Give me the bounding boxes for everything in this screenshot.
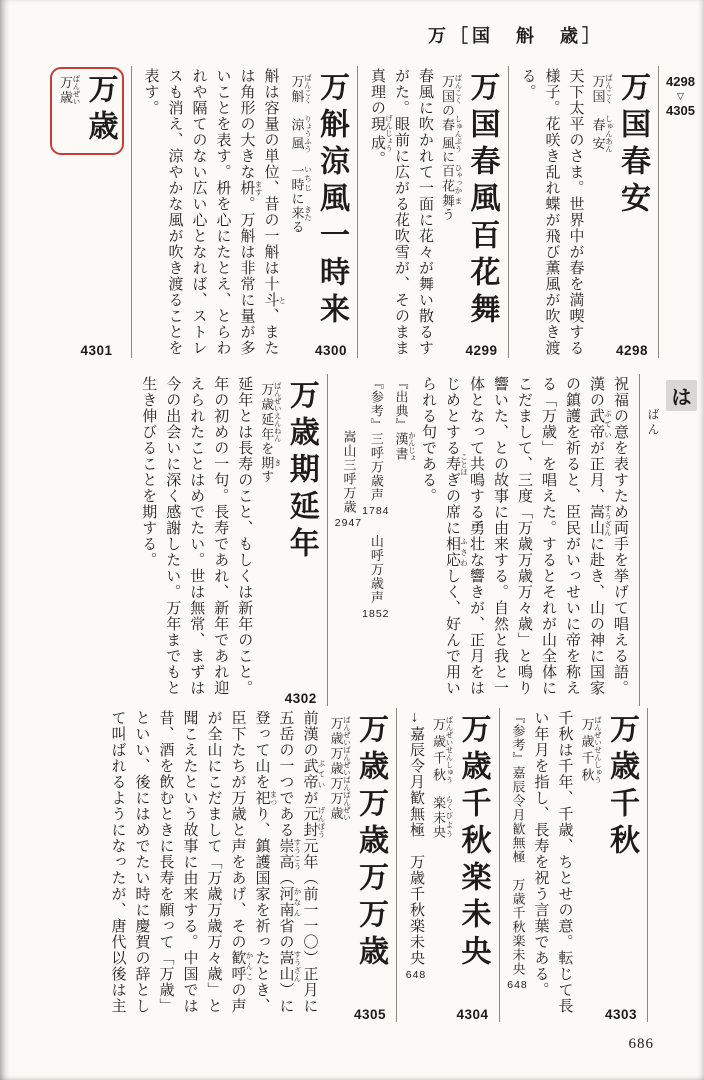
reference-line-2: 嵩山三呼万歳2947 [334,430,363,529]
running-head-guide-characters: 万［国 斛 歳］ [428,26,604,46]
reading: 万歳千秋 ばんぜいせんしゅう 楽 らく未央 びよう [431,716,454,839]
reading: 万歳千秋 ばんぜいせんしゅう [579,716,603,784]
headword: 万国春風百花舞 [465,71,499,330]
entry-number: 4305 [353,1007,386,1022]
red-annotation-circle [50,67,124,155]
entry-number: 4302 [284,691,317,706]
headword: 万歳千秋楽未央 [456,713,490,972]
entry-range-marker [658,66,702,358]
headword: 万歳 [83,73,117,147]
kana-thumb-tab: は [666,380,697,411]
kana-tab-reading: ばん [646,408,660,438]
range-to: 4305 [666,102,695,118]
definition: 前漢の武帝 ぶていが元封 げんぽう元年（前一一〇）正月に五岳の一つである崇高 すうこう（河南 かなん省の嵩山 すうざん）に登って山を祀 まつり、鎮護国家を祈ったとき、臣下たちが万歳と声をあげ、その歓呼 かんこの声が全山にこだまして「万歳万歳万々歳」と聞こえたという故事に由来する。中国では昔、酒を飲むときに長寿を願って「万歳」といい、後にはめでたい時に慶賀の辞として叫ばれるようになったが、唐代以後は主 [109,710,326,1014]
entry-4304 [396,708,499,1022]
definition: 春風に吹かれて一面に花々が舞い散るすがた。眼前に広がる花吹雪が、そのまま真理の現成 げんじょう。 [369,68,433,356]
definition: 天下太平のさま。世界中が春を満喫する様子。花咲き乱れ蝶が飛び薫風が吹き渡る。 [519,68,584,356]
band-bottom [99,708,649,1022]
source-line: 『出典』漢書 かんじょ [393,376,417,462]
definition: 斛は容量の単位、昔の一斛は十斗 と、または角形の大きな枡 ます。万斛は非常に量が多いことを表す。枡を心にたとえ、とらわれや隔てのない広い心となれば、ストレスも消え、涼やかな風が吹き渡ることを表す。 [142,68,287,356]
headword: 万歳期延年 [284,379,318,564]
reading: 万歳 ばんぜい [58,75,81,105]
entry-4301-definition-block [327,374,639,706]
reading: 万歳延年 ばんぜいえんねんを期 きす [259,382,283,484]
headword: 万国春安 [616,71,649,219]
entry-number: 4304 [456,1007,489,1022]
reference-line: 『参考』嘉辰令月歓無極 万歳千秋楽未央648 [507,710,528,991]
entry-number: 4303 [604,1007,637,1022]
page-number: 686 [628,1036,654,1052]
entry-4303 [499,708,649,1022]
range-from: 4298 [666,74,695,89]
reading: 万歳万歳万万歳 ばんぜいばんぜいばんばんぜい [328,716,352,821]
definition: 祝福の意を表すため両手を挙げて唱える語。漢の武帝 ぶていが正月、嵩山 すうざんに赴き、山の神に国家の鎮護を祈ると、臣民がいっせいに帝を称える「万歳」を唱えた。するとそれが山全体にこだまして、三度「万歳万歳万々歳」と鳴り響いた、との故事に由来する。自然と我と一体となって共鳴する勇壮な響きが、正月をはじめとする寿 ことほぎの席に相応 ふさわしく、好んで用いられる句である。 [420,376,628,696]
headword: 万歳万歳万万歳 [354,713,387,972]
entry-number: 4299 [465,343,498,358]
entry-4298 [508,66,659,358]
entry-4300 [131,66,358,358]
range-arrow-icon: ▽ [677,90,684,101]
entry-4305 [99,708,397,1022]
reading: 万国 ばんこく 春安 しゅんあん [590,74,614,153]
reference-line: 『参考』三呼万歳声1784 山呼万歳声1852 [362,376,390,620]
entry-number: 4300 [314,343,347,358]
entry-4301-headword-block [43,66,131,358]
reading: 万斛 ばんこく 涼風 りょうふう 一時 いちじに来 きたる [289,74,313,235]
definition: 千秋は千年、千歳、ちとせの意。転じて長い年月を指し、長寿を祝う言葉である。 [532,710,573,1014]
reading: 万国 ばんこくの春風 しゅんぷうに百花 ひゃっか舞 まう [440,74,463,222]
definition: 延年とは長寿のこと、もしくは新年のこと。年の初めの一句。長寿であれ、新年であれ迎えられたことはめでたい。世は無常、まずは今の出会いに深く感謝したい。万年までもと生き伸びることを期する。 [140,376,253,696]
entry-number: 4298 [615,343,648,358]
entry-4302 [129,374,327,706]
band-top [43,66,702,358]
band-middle [129,374,702,706]
kana-tab-column [639,374,702,706]
headword: 万歳千秋 [605,713,638,861]
cross-reference: →嘉辰令月歓無極 万歳千秋楽未央648 [405,710,427,981]
entry-4299 [357,66,508,358]
headword: 万斛涼風一時来 [315,71,348,330]
entry-number: 4301 [80,343,113,358]
